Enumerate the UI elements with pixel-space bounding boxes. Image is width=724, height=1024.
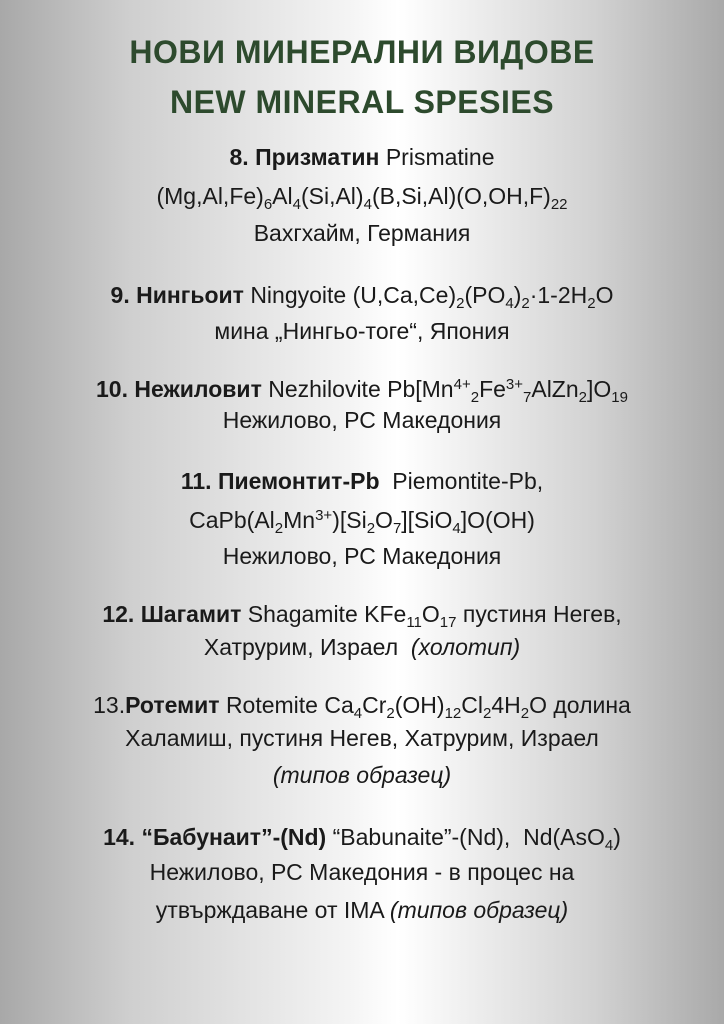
entry-9-locality: мина „Нингьо-тоге“, Япония	[214, 318, 510, 344]
entry-10-formula: $Pb[Mn^{4+}_2Fe^{3+}_7AlZn_2]O_{19}$	[387, 376, 628, 406]
entry-9-number: 9.	[110, 282, 130, 308]
entry-9-heading	[0, 280, 724, 310]
entry-11-number: 11.	[180, 468, 212, 494]
entry-11-name-en: Piemontite-Pb,	[392, 468, 544, 494]
entry-8-heading	[0, 142, 724, 172]
entry-12-name-bg: Шагамит	[140, 601, 242, 627]
entry-8-formula: $(Mg,Al,Fe)_6Al_4(Si,Al)_4(B,Si,Al)(O,OH,F)_{22}$	[156, 183, 568, 213]
entry-12-number: 12.	[102, 601, 135, 627]
entry-9-formula: $(U,Ca,Ce)_2(PO_4)_2\cdot 1-2H_2O$	[352, 282, 614, 312]
entry-12-locality: пустиня Негев,	[462, 601, 622, 627]
entry-13-note-line	[0, 760, 724, 790]
entry-14-name-en: “Babunaite”-(Nd),	[332, 824, 511, 850]
title-english: NEW MINERAL SPESIES	[169, 84, 555, 120]
entry-13-formula: $Ca_4Cr_2(OH)_{12}Cl_24H_2O$	[324, 692, 547, 722]
entry-11-formula: $CaPb(Al_2Mn^{3+})[Si_2O_7][SiO_4]O(OH)$	[189, 507, 535, 537]
entry-14-heading	[0, 822, 724, 852]
entry-11-heading	[0, 466, 724, 496]
entry-14-formula: Nd(AsO$_4$)	[523, 824, 621, 854]
title-bulgarian: НОВИ МИНЕРАЛНИ ВИДОВЕ	[129, 34, 595, 70]
entry-8-locality: Вахгхайм, Германия	[253, 220, 471, 246]
entry-13-heading	[0, 690, 724, 720]
entry-12-locality-2: Хатрурим, Израел	[203, 634, 399, 660]
entry-13-locality: долина	[553, 692, 631, 718]
entry-13-name-bg: Ротемит	[125, 692, 220, 718]
entry-12-name-en: Shagamite	[247, 601, 358, 627]
entry-14-number: 14.	[103, 824, 136, 850]
entry-14-status-line	[0, 895, 724, 925]
entry-10-number: 10.	[96, 376, 128, 402]
entry-14-locality: Нежилово, РС Македония - в процес на	[149, 859, 575, 885]
entry-13-note: (типов образец)	[272, 762, 452, 788]
entry-13-number: 13.	[93, 692, 126, 718]
entry-12-note: (холотип)	[410, 634, 521, 660]
entry-12-heading	[0, 599, 724, 629]
entry-9-name-en: Ningyoite	[250, 282, 347, 308]
entry-8-name-en: Prismatine	[385, 144, 495, 170]
entry-14-note: (типов образец)	[389, 897, 569, 923]
entry-14-name-bg: “Бабунаит”-(Nd)	[141, 824, 327, 850]
entry-11-name-bg: Пиемонтит-Pb	[217, 468, 380, 494]
entry-8-name-bg: Призматин	[255, 144, 380, 170]
entry-14-status: утвърждаване от IMA	[155, 897, 384, 923]
entry-10-locality: Нежилово, РС Македония	[222, 407, 502, 433]
entry-9-name-bg: Нингьоит	[136, 282, 244, 308]
entry-10-heading	[0, 374, 724, 404]
entry-13-name-en: Rotemite	[225, 692, 318, 718]
entry-10-name-bg: Нежиловит	[134, 376, 262, 402]
entry-13-locality-2: Халамиш, пустиня Негев, Хатрурим, Израел	[125, 725, 599, 751]
entry-10-name-en: Nezhilovite	[268, 376, 381, 402]
entry-11-locality: Нежилово, РС Македония	[222, 543, 502, 569]
entry-12-locality-line-2	[0, 632, 724, 662]
entry-8-number: 8.	[229, 144, 249, 170]
entry-12-formula: $KFe_{11}O_{17}$	[364, 601, 457, 631]
